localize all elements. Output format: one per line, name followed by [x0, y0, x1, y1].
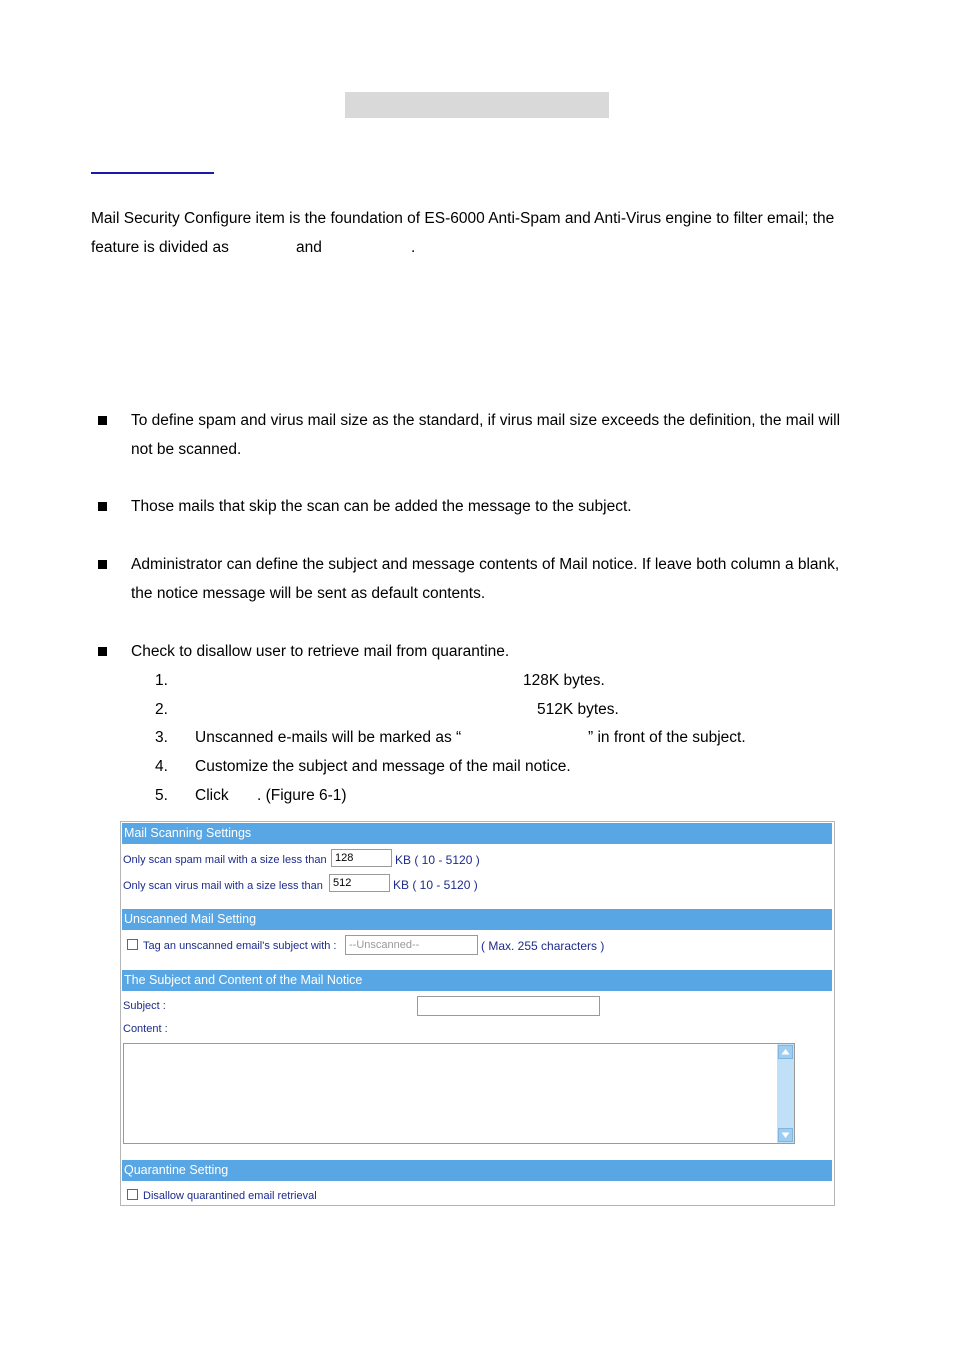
bullet-2-line-1: Those mails that skip the scan can be added the message to the subject.	[131, 498, 632, 515]
step-5-text-end: . (Figure 6-1)	[257, 787, 347, 804]
disallow-quarantine-label: Disallow quarantined email retrieval	[143, 1190, 317, 1202]
page-header-bar	[345, 92, 609, 118]
bullet-square-icon	[98, 502, 107, 511]
scroll-down-icon[interactable]	[778, 1128, 793, 1142]
bullet-1-line-2: not be scanned.	[131, 441, 242, 458]
notice-content-label: Content :	[123, 1023, 168, 1035]
bullet-square-icon	[98, 647, 107, 656]
tag-unscanned-checkbox[interactable]	[127, 939, 138, 950]
step-4-text: Customize the subject and message of the mail notice.	[195, 758, 571, 775]
bullet-3-line-1: Administrator can define the subject and message contents of Mail notice. If leave both column a blank,	[131, 556, 840, 573]
intro-line-2-end: .	[411, 239, 416, 256]
bullet-3-line-2: the notice message will be sent as default contents.	[131, 585, 486, 602]
notice-subject-label: Subject :	[123, 1000, 166, 1012]
intro-line-2-start: feature is divided as	[91, 239, 229, 256]
bullet-square-icon	[98, 560, 107, 569]
intro-line-2-and: and	[296, 239, 322, 256]
spam-size-label: Only scan spam mail with a size less than	[123, 854, 327, 866]
notice-subject-input[interactable]	[417, 996, 600, 1016]
tag-unscanned-input[interactable]	[345, 935, 478, 955]
step-1-text: 128K bytes.	[523, 672, 605, 689]
step-3-text-end: ” in front of the subject.	[588, 729, 746, 746]
virus-size-input[interactable]	[329, 874, 390, 892]
bullet-4-line-1: Check to disallow user to retrieve mail from quarantine.	[131, 643, 510, 660]
content-scrollbar[interactable]	[777, 1044, 794, 1143]
disallow-quarantine-checkbox[interactable]	[127, 1189, 138, 1200]
intro-line-1: Mail Security Configure item is the foundation of ES-6000 Anti-Spam and Anti-Virus engine to filter email; the	[91, 210, 835, 227]
step-4-number: 4.	[155, 758, 168, 775]
virus-size-range: KB ( 10 - 5120 )	[393, 878, 478, 892]
step-5-number: 5.	[155, 787, 168, 804]
step-3-number: 3.	[155, 729, 168, 746]
bullet-1-line-1: To define spam and virus mail size as the standard, if virus mail size exceeds the definition, the mail will	[131, 412, 841, 429]
tag-max-characters-hint: ( Max. 255 characters )	[481, 939, 605, 953]
quarantine-setting-header: Quarantine Setting	[122, 1160, 832, 1181]
step-3-text-start: Unscanned e-mails will be marked as “	[195, 729, 462, 746]
step-5-text-start: Click	[195, 787, 229, 804]
spam-size-range: KB ( 10 - 5120 )	[395, 853, 480, 867]
step-2-text: 512K bytes.	[537, 701, 619, 718]
mail-notice-header: The Subject and Content of the Mail Notice	[122, 970, 832, 991]
step-2-number: 2.	[155, 701, 168, 718]
tag-unscanned-label: Tag an unscanned email's subject with :	[143, 940, 337, 952]
spam-size-input[interactable]	[331, 849, 392, 867]
section-link-underline	[91, 172, 214, 174]
unscanned-mail-setting-header: Unscanned Mail Setting	[122, 909, 832, 930]
mail-security-settings-panel	[120, 821, 835, 1206]
scroll-up-icon[interactable]	[778, 1045, 793, 1059]
bullet-square-icon	[98, 416, 107, 425]
step-1-number: 1.	[155, 672, 168, 689]
notice-content-textarea[interactable]	[123, 1043, 795, 1144]
mail-scanning-settings-header: Mail Scanning Settings	[122, 823, 832, 844]
virus-size-label: Only scan virus mail with a size less than	[123, 880, 323, 892]
